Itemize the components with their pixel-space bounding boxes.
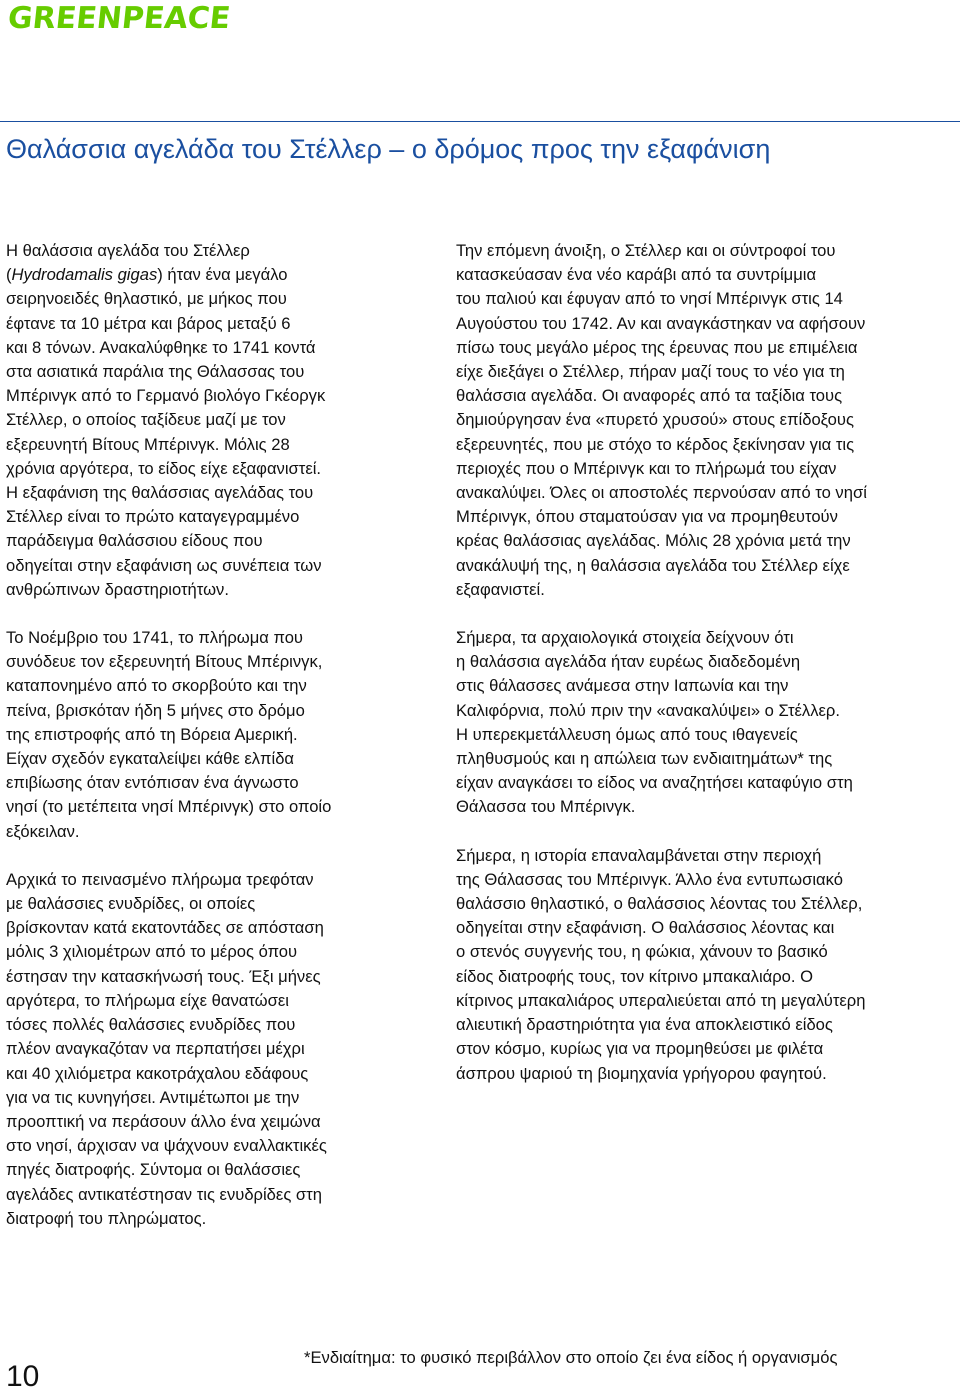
- text-line: Η θαλάσσια αγελάδα του Στέλλερ: [6, 241, 250, 260]
- right-paragraph-3: [456, 844, 956, 1086]
- text-line: είχε διεξάγει ο Στέλλερ, πήραν μαζί τους το νέο για τη: [456, 362, 845, 382]
- text-line: στα ασιατικά παράλια της Θάλασσας του: [6, 362, 305, 382]
- text-line: Η υπερεκμετάλλευση όμως από τους ιθαγενείς: [456, 724, 798, 744]
- text-line: άσπρου ψαριού τη βιομηχανία γρήγορου φαγητού.: [456, 1063, 827, 1083]
- text-line: πηγές διατροφής. Σύντομα οι θαλάσσιες: [6, 1160, 301, 1180]
- latin-name: Hydrodamalis gigas: [11, 265, 158, 285]
- text-line: οδηγείται στην εξαφάνιση. Ο θαλάσσιος λέοντας και: [456, 918, 835, 938]
- text-line: με θαλάσσιες ενυδρίδες, οι οποίες: [6, 894, 256, 914]
- right-paragraph-1: [456, 239, 956, 602]
- greenpeace-logo: GREENPEACE: [6, 1, 232, 36]
- left-paragraph-1: [6, 239, 426, 602]
- text-line: τόσες πολλές θαλάσσιες ενυδρίδες που: [6, 1015, 296, 1035]
- text-line: είχαν αναγκάσει το είδος να αναζητήσει καταφύγιο στη: [456, 773, 853, 793]
- text-line: κρέας θαλάσσιας αγελάδας. Μόλις 28 χρόνια μετά την: [456, 531, 851, 551]
- text-line: οδηγείται στην εξαφάνιση ως συνέπεια των: [6, 555, 322, 575]
- text-line: Στέλλερ, ο οποίος ταξίδευε μαζί με τον: [6, 410, 286, 430]
- text-line: περιοχές που ο Μπέρινγκ και το πλήρωμά του είχαν: [456, 458, 837, 478]
- text-line: Σήμερα, τα αρχαιολογικά στοιχεία δείχνουν ότι: [456, 628, 794, 648]
- text-line: Το Νοέμβριο του 1741, το πλήρωμα που: [6, 628, 304, 648]
- text-line: έφτανε τα 10 μέτρα και βάρος μεταξύ 6: [6, 313, 291, 333]
- text-line: της επιστροφής από τη Βόρεια Αμερική.: [6, 724, 298, 744]
- text-line: ανακαλύψει. Όλες οι αποστολές περνούσαν από το νησί: [456, 483, 867, 503]
- text-line: εξαφανιστεί.: [456, 579, 545, 599]
- text-line: πίσω τους μεγάλο μέρος της έρευνας που με επιμέλεια: [456, 337, 858, 357]
- text-line: στο νησί, άρχισαν να ψάχνουν εναλλακτικές: [6, 1136, 327, 1156]
- text-line: θαλάσσια αγελάδα. Οι αναφορές από τα ταξίδια τους: [456, 386, 843, 406]
- text-line: Η εξαφάνιση της θαλάσσιας αγελάδας του: [6, 483, 314, 503]
- right-column: [456, 239, 956, 1110]
- text-line: εξερευνητές, που με στόχο το κέρδος ξεκίνησαν για τις: [456, 434, 855, 454]
- text-line: Μπέρινγκ από το Γερμανό βιολόγο Γκέοργκ: [6, 386, 326, 406]
- text-line: και 8 τόνων. Ανακαλύφθηκε το 1741 κοντά: [6, 337, 316, 357]
- text-line: Αρχικά το πεινασμένο πλήρωμα τρεφόταν: [6, 869, 314, 889]
- text-line: για να τις κυνηγήσει. Αντιμέτωποι με την: [6, 1087, 300, 1107]
- text-line: Είχαν σχεδόν εγκαταλείψει κάθε ελπίδα: [6, 749, 295, 769]
- text-line: ο στενός συγγενής του, η φώκια, χάνουν το βασικό: [456, 942, 828, 962]
- text-line: Θάλασσα του Μπέρινγκ.: [456, 797, 636, 817]
- page-title: Θαλάσσια αγελάδα του Στέλλερ – ο δρόμος προς την εξαφάνιση: [6, 134, 771, 164]
- text-line: βρίσκονταν κατά εκατοντάδες σε απόσταση: [6, 918, 324, 938]
- text-line: σειρηνοειδές θηλαστικό, με μήκος που: [6, 289, 287, 309]
- text-line: πληθυσμούς και η απώλεια των ενδιαιτημάτων* της: [456, 749, 833, 769]
- text-line: Αυγούστου του 1742. Αν και αναγκάστηκαν να αφήσουν: [456, 313, 866, 333]
- text-line: καταπονημένο από το σκορβούτο και την: [6, 676, 307, 696]
- text-line: Σήμερα, η ιστορία επαναλαμβάνεται στην περιοχή: [456, 845, 822, 865]
- text-line: εξερευνητή Βίτους Μπέρινγκ. Μόλις 28: [6, 434, 290, 454]
- text-line: έστησαν την κατασκήνωσή τους. Έξι μήνες: [6, 966, 321, 986]
- text-line: κατασκεύασαν ένα νέο καράβι από τα συντρίμμια: [456, 265, 817, 285]
- header-divider: [0, 121, 960, 122]
- text-line: αγελάδες αντικατέστησαν τις ενυδρίδες στη: [6, 1184, 322, 1204]
- text-line: ανακάλυψή της, η θαλάσσια αγελάδα του Στέλλερ είχε: [456, 555, 850, 575]
- text-line: κίτρινος μπακαλιάρος υπεραλιεύεται από τη μεγαλύτερη: [456, 990, 866, 1010]
- text-line: αργότερα, το πλήρωμα είχε θανατώσει: [6, 990, 289, 1010]
- footnote: *Ενδιαίτημα: το φυσικό περιβάλλον στο οποίο ζει ένα είδος ή οργανισμός: [304, 1348, 838, 1367]
- text-line: του παλιού και έφυγαν από το νησί Μπέρινγκ στις 14: [456, 289, 843, 309]
- text-line: δημιούργησαν ένα «πυρετό χρυσού» στους επίδοξους: [456, 410, 854, 430]
- text-line: νησί (το μετέπειτα νησί Μπέρινγκ) στο οποίο: [6, 797, 332, 817]
- text-line: της Θάλασσας του Μπέρινγκ. Άλλο ένα εντυπωσιακό: [456, 869, 843, 889]
- text-line: και 40 χιλιόμετρα κακοτράχαλου εδάφους: [6, 1063, 309, 1083]
- text-line: επιβίωσης όταν εντόπισαν ένα άγνωστο: [6, 773, 299, 793]
- text-line: Την επόμενη άνοιξη, ο Στέλλερ και οι σύντροφοί του: [456, 241, 836, 260]
- text-line: παράδειγμα θαλάσσιου είδους που: [6, 531, 263, 551]
- text-line: προοπτική να περάσουν άλλο ένα χειμώνα: [6, 1111, 321, 1131]
- text-line: (Hydrodamalis gigas) ήταν ένα μεγάλο: [6, 265, 288, 285]
- text-line: διατροφή του πληρώματος.: [6, 1208, 207, 1228]
- text-line: μόλις 3 χιλιομέτρων από το μέρος όπου: [6, 942, 298, 962]
- text-line: συνόδευε τον εξερευνητή Βίτους Μπέρινγκ,: [6, 652, 323, 672]
- page-number: 10: [6, 1360, 40, 1393]
- text-line: χρόνια αργότερα, το είδος είχε εξαφανιστεί.: [6, 458, 322, 478]
- text-line: αλιευτική δραστηριότητα για ένα αποκλειστικό είδος: [456, 1015, 833, 1035]
- text-line: πείνα, βρισκόταν ήδη 5 μήνες στο δρόμο: [6, 700, 305, 720]
- text-line: είδος διατροφής τους, τον κίτρινο μπακαλιάρο. Ο: [456, 966, 814, 986]
- right-paragraph-2: [456, 626, 956, 820]
- text-line: ανθρώπινων δραστηριοτήτων.: [6, 579, 229, 599]
- text-line: στις θάλασσες ανάμεσα στην Ιαπωνία και την: [456, 676, 789, 696]
- text-line: Στέλλερ είναι το πρώτο καταγεγραμμένο: [6, 507, 300, 527]
- text-line: Καλιφόρνια, πολύ πριν την «ανακαλύψει» ο Στέλλερ.: [456, 700, 840, 720]
- left-paragraph-3: [6, 868, 426, 1231]
- left-paragraph-2: [6, 626, 426, 844]
- text-line: Μπέρινγκ, όπου σταματούσαν για να προμηθευτούν: [456, 507, 838, 527]
- left-column: [6, 239, 426, 1255]
- text-line: πλέον αναγκαζόταν να περπατήσει μέχρι: [6, 1039, 305, 1059]
- text-line: εξόκειλαν.: [6, 821, 80, 841]
- text-line: θαλάσσιο θηλαστικό, ο θαλάσσιος λέοντας του Στέλλερ,: [456, 894, 863, 914]
- text-line: στον κόσμο, κυρίως για να προμηθεύσει με φιλέτα: [456, 1039, 824, 1059]
- text-line: η θαλάσσια αγελάδα ήταν ευρέως διαδεδομένη: [456, 652, 801, 672]
